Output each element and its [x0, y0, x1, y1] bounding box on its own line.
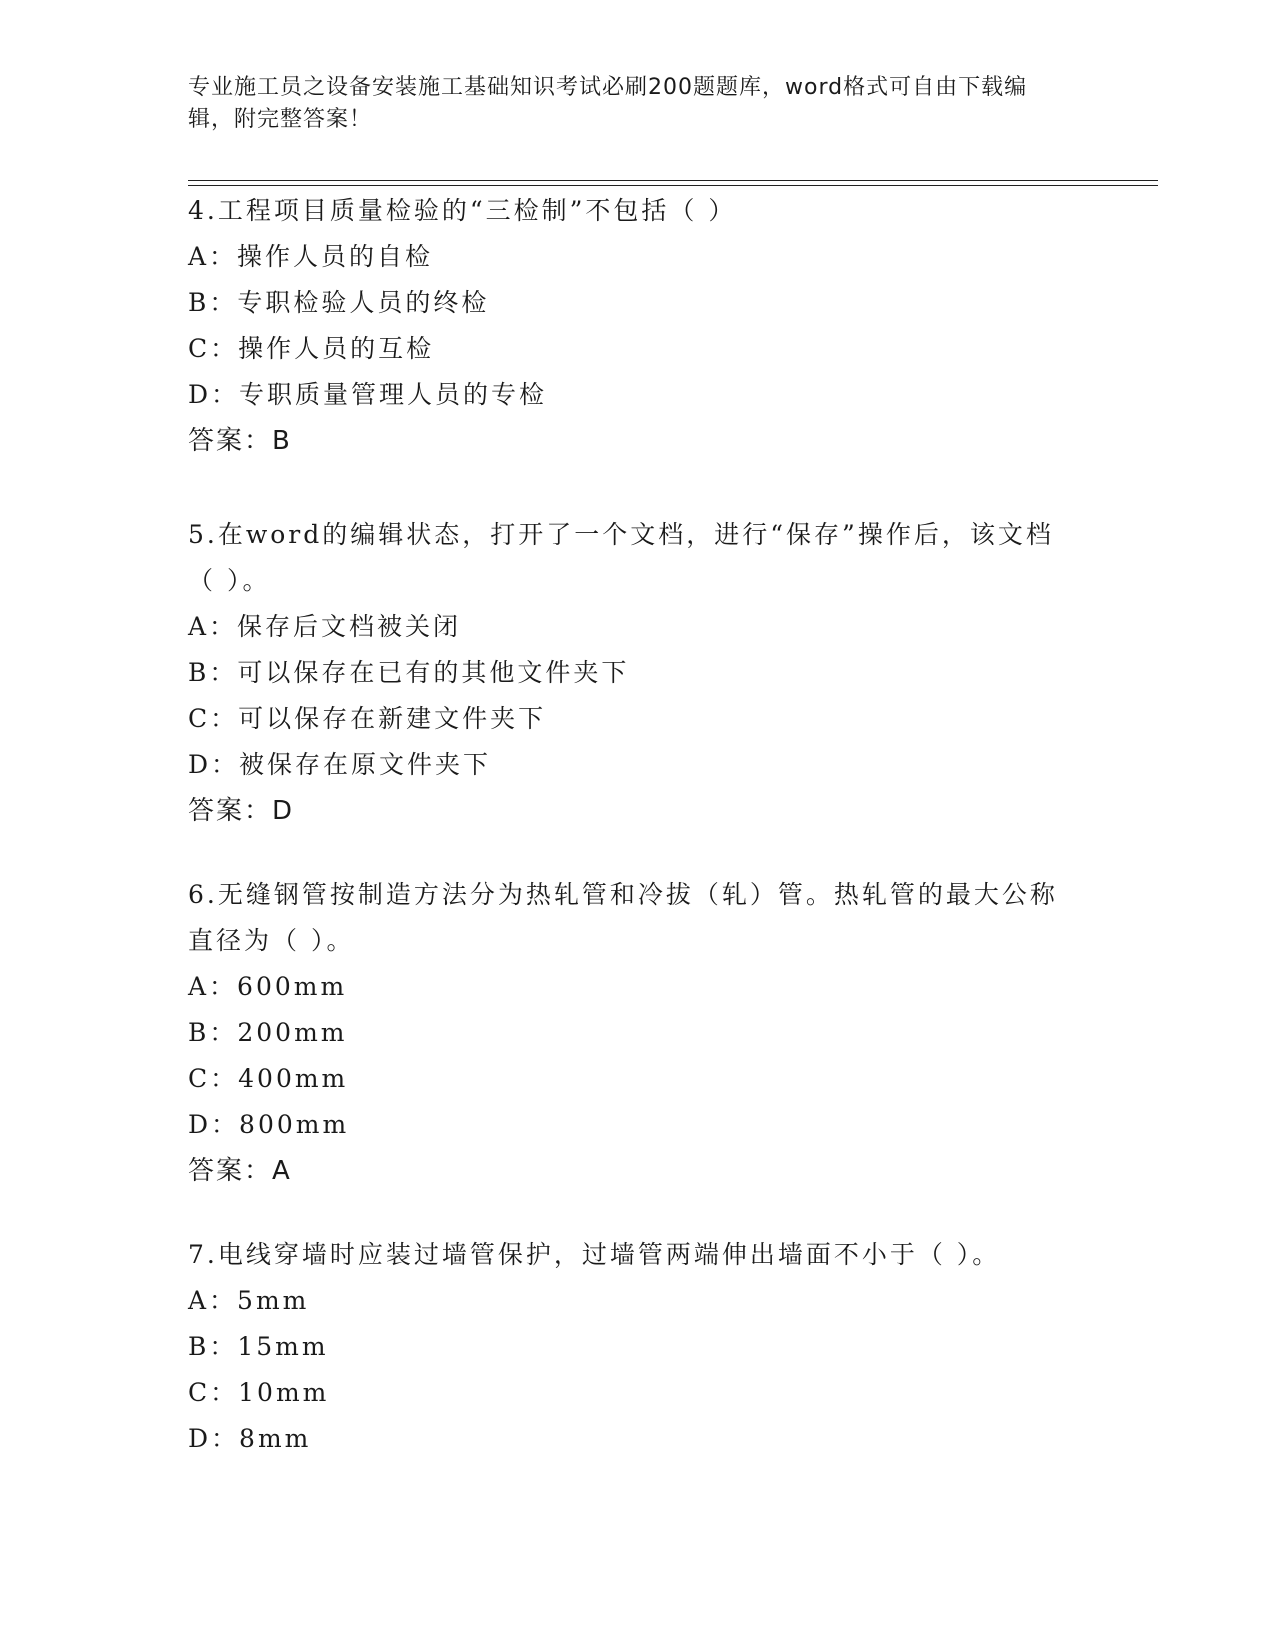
answer-label: 答案：D: [188, 796, 295, 826]
option-d: D：8mm: [188, 1424, 312, 1453]
option-a: A：操作人员的自检: [188, 242, 434, 271]
option-b: B：200mm: [188, 1018, 348, 1047]
option-c: C：可以保存在新建文件夹下: [188, 704, 547, 733]
option-d: D：专职质量管理人员的专检: [188, 380, 548, 409]
option-d: D：800mm: [188, 1110, 350, 1139]
header-divider-top: [188, 180, 1158, 181]
question-7: [188, 1232, 1188, 1462]
question-5: [188, 512, 1068, 834]
option-c: C：操作人员的互检: [188, 334, 435, 363]
option-a: A：600mm: [188, 972, 348, 1001]
option-b: B：专职检验人员的终检: [188, 288, 490, 317]
option-a: A：5mm: [188, 1286, 310, 1315]
question-stem: 5.在word的编辑状态，打开了一个文档，进行“保存”操作后，该文档（ ）。: [188, 520, 1054, 595]
question-4: [188, 188, 1088, 464]
question-stem: 7.电线穿墙时应装过墙管保护，过墙管两端伸出墙面不小于（ ）。: [188, 1240, 1001, 1269]
question-stem: 6.无缝钢管按制造方法分为热轧管和冷拔（轧）管。热轧管的最大公称直径为（ ）。: [188, 880, 1058, 955]
option-b: B：15mm: [188, 1332, 329, 1361]
option-c: C：10mm: [188, 1378, 330, 1407]
answer-label: 答案：B: [188, 426, 292, 456]
question-6: [188, 872, 1068, 1194]
option-b: B：可以保存在已有的其他文件夹下: [188, 658, 630, 687]
option-d: D：被保存在原文件夹下: [188, 750, 492, 779]
option-a: A：保存后文档被关闭: [188, 612, 462, 641]
document-title: 专业施工员之设备安装施工基础知识考试必刷200题题库，word格式可自由下载编辑，附完整答案！: [188, 75, 1028, 132]
option-c: C：400mm: [188, 1064, 349, 1093]
question-stem: 4.工程项目质量检验的“三检制”不包括（ ）: [188, 196, 737, 225]
header-divider-bottom: [188, 185, 1158, 186]
answer-label: 答案：A: [188, 1156, 292, 1186]
